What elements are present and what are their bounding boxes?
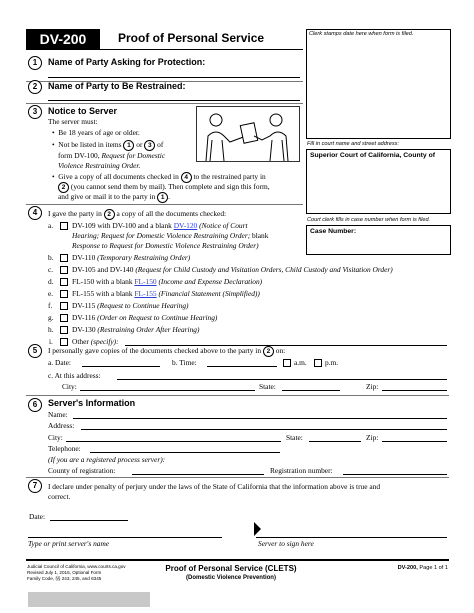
doc-letter-h: h. (48, 325, 54, 334)
notice-bullet-2b: form DV-100, Request for Domestic (58, 151, 166, 160)
footer-title: Proof of Personal Service (CLETS) (165, 564, 297, 573)
service-date-line[interactable] (82, 366, 160, 367)
doc-c: DV-105 and DV-140 (Request for Child Custody and Visitation Orders, Child Custody and Visitation Order) (72, 265, 393, 274)
ref-item-3: 3 (144, 140, 155, 151)
footer-page: DV-200, Page 1 of 1 (397, 565, 448, 571)
pm-label: p.m. (325, 358, 339, 367)
item-1-label: Name of Party Asking for Protection: (48, 57, 206, 67)
servers-info-title: Server's Information (48, 398, 136, 408)
server-address-line[interactable] (81, 429, 447, 430)
am-label: a.m. (294, 358, 307, 367)
fl155-link[interactable]: FL-155 (134, 289, 157, 298)
ref-item-1: 1 (123, 140, 134, 151)
clerk-stamp-box (306, 29, 451, 139)
doc-letter-e: e. (48, 289, 54, 298)
service-city-line[interactable] (80, 390, 255, 391)
item-2-number: 2 (28, 80, 42, 94)
checkbox-dv116[interactable] (60, 314, 68, 322)
server-city-label: City: (48, 433, 63, 442)
separator (26, 395, 449, 396)
server-name-label: Name: (48, 410, 68, 419)
separator (26, 103, 303, 104)
service-address-line[interactable] (117, 379, 447, 380)
checkbox-dv115[interactable] (60, 302, 68, 310)
footer-code: Family Code, §§ 243, 245, and 6345 (27, 576, 102, 581)
server-state-line[interactable] (309, 441, 361, 442)
dv120-link[interactable]: DV-120 (173, 221, 198, 230)
checkbox-dv105[interactable] (60, 266, 68, 274)
item-1-number: 1 (28, 56, 42, 70)
doc-i: Other (specify): (72, 337, 119, 346)
registration-number-line[interactable] (343, 474, 447, 475)
service-time-line[interactable] (207, 366, 277, 367)
case-number-label: Court clerk fills in case number when form is filed. (307, 217, 431, 223)
printed-name-label: Type or print server's name (28, 539, 110, 548)
registration-number-label: Registration number: (270, 466, 333, 475)
item-5-number: 5 (28, 344, 42, 358)
item-7-number: 7 (28, 479, 42, 493)
item-2-line[interactable] (48, 100, 300, 101)
pm-checkbox[interactable] (314, 359, 322, 367)
checkbox-dv109[interactable] (60, 222, 68, 230)
declaration-date-line[interactable] (50, 520, 128, 521)
doc-g: DV-116 (Order on Request to Continue Hearing) (72, 313, 218, 322)
item-1-line[interactable] (48, 77, 300, 78)
header-rule (26, 49, 303, 50)
doc-letter-b: b. (48, 253, 54, 262)
court-name-label: Fill in court name and street address: (307, 141, 400, 147)
item-3-number: 3 (28, 105, 42, 119)
service-zip-line[interactable] (382, 390, 447, 391)
doc-a-line1: DV-109 with DV-100 and a blank DV-120 (Notice of Court (72, 221, 248, 230)
doc-d: FL-150 with a blank FL-150 (Income and Expense Declaration) (72, 277, 263, 286)
sign-here-arrow-icon (254, 522, 262, 536)
server-telephone-label: Telephone: (48, 444, 81, 453)
form-title: Proof of Personal Service (118, 31, 265, 45)
service-city-label: City: (62, 382, 77, 391)
doc-letter-i: i. (49, 337, 53, 346)
doc-letter-g: g. (48, 313, 54, 322)
doc-letter-a: a. (48, 221, 54, 230)
court-name-box[interactable] (306, 149, 451, 214)
declaration-date-label: Date: (29, 512, 46, 521)
notice-bullet-2: • Not be listed in items 1 or 3 of (52, 140, 164, 150)
case-number-box[interactable] (306, 225, 451, 255)
item-2-label: Name of Party to Be Restrained: (48, 81, 186, 91)
declaration-line2: correct. (48, 492, 71, 501)
doc-letter-c: c. (48, 265, 54, 274)
service-address-label: c. At this address: (48, 371, 101, 380)
checkbox-dv110[interactable] (60, 254, 68, 262)
server-name-line[interactable] (73, 418, 447, 419)
item-4-intro: I gave the party in 2 a copy of all the documents checked: (48, 209, 227, 219)
server-zip-line[interactable] (382, 441, 447, 442)
server-city-line[interactable] (66, 441, 281, 442)
case-number-title: Case Number: (310, 228, 357, 235)
doc-b: DV-110 (Temporary Restraining Order) (72, 253, 191, 262)
county-registration-line[interactable] (132, 474, 264, 475)
item-4-number: 4 (28, 206, 42, 220)
server-address-label: Address: (48, 421, 75, 430)
service-time-label: b. Time: (172, 358, 197, 367)
service-state-line[interactable] (282, 390, 340, 391)
notice-bullet-3b: 2 (you cannot send them by mail). Then complete and sign this form, (58, 182, 270, 193)
service-state-label: State: (259, 382, 276, 391)
server-state-label: State: (286, 433, 303, 442)
notice-bullet-3c: and give or mail it to the party in 1 . (58, 192, 171, 202)
service-zip-label: Zip: (366, 382, 379, 391)
server-handing-papers-illustration (196, 106, 300, 162)
doc-a-line2: Hearing; Request for Domestic Violence Restraining Order; blank (72, 231, 269, 240)
separator (26, 477, 449, 478)
item-6-number: 6 (28, 398, 42, 412)
server-zip-label: Zip: (366, 433, 379, 442)
footer-gray-bar (28, 592, 150, 607)
declaration-line1: I declare under penalty of perjury under the laws of the State of California that the information above is true and (48, 482, 381, 491)
checkbox-dv130[interactable] (60, 326, 68, 334)
footer-revised: Revised July 1, 2016, Optional Form (27, 570, 102, 575)
registered-note: (If you are a registered process server): (48, 455, 166, 464)
server-telephone-line[interactable] (90, 452, 280, 453)
clerk-stamp-label: Clerk stamps date here when form is filed. (309, 31, 414, 37)
separator (26, 204, 303, 205)
doc-e: FL-155 with a blank FL-155 (Financial Statement (Simplified)) (72, 289, 260, 298)
printed-name-line[interactable] (28, 537, 222, 538)
doc-a-line3: Response to Request for Domestic Violence Restraining Order) (72, 241, 259, 250)
doc-h: DV-130 (Restraining Order After Hearing) (72, 325, 200, 334)
county-registration-label: County of registration: (48, 466, 116, 475)
notice-intro: The server must: (48, 117, 98, 126)
notice-bullet-3: • Give a copy of all documents checked in 4 to the restrained party in (52, 172, 266, 182)
doc-letter-d: d. (48, 277, 54, 286)
footer-rule (26, 559, 449, 561)
doc-f: DV-115 (Request to Continue Hearing) (72, 301, 189, 310)
item-5-intro: I personally gave copies of the documents checked above to the party in 2 on: (48, 346, 286, 356)
fl150-link[interactable]: FL-150 (134, 277, 157, 286)
footer-publisher: Judicial Council of California, www.courts.ca.gov (27, 564, 126, 569)
court-name-text: Superior Court of California, County of (310, 152, 435, 159)
signature-label: Server to sign here (258, 539, 314, 548)
checkbox-other[interactable] (60, 338, 68, 346)
checkbox-fl155[interactable] (60, 290, 68, 298)
footer-subtitle: (Domestic Violence Prevention) (186, 575, 276, 581)
am-checkbox[interactable] (283, 359, 291, 367)
notice-bullet-2c: Violence Restraining Order. (58, 161, 141, 170)
notice-bullet-1: • Be 18 years of age or older. (52, 128, 140, 137)
checkbox-fl150[interactable] (60, 278, 68, 286)
form-id-badge: DV-200 (26, 29, 100, 49)
service-date-label: a. Date: (48, 358, 71, 367)
doc-letter-f: f. (48, 301, 53, 310)
notice-title: Notice to Server (48, 106, 118, 116)
signature-line[interactable] (256, 537, 447, 538)
